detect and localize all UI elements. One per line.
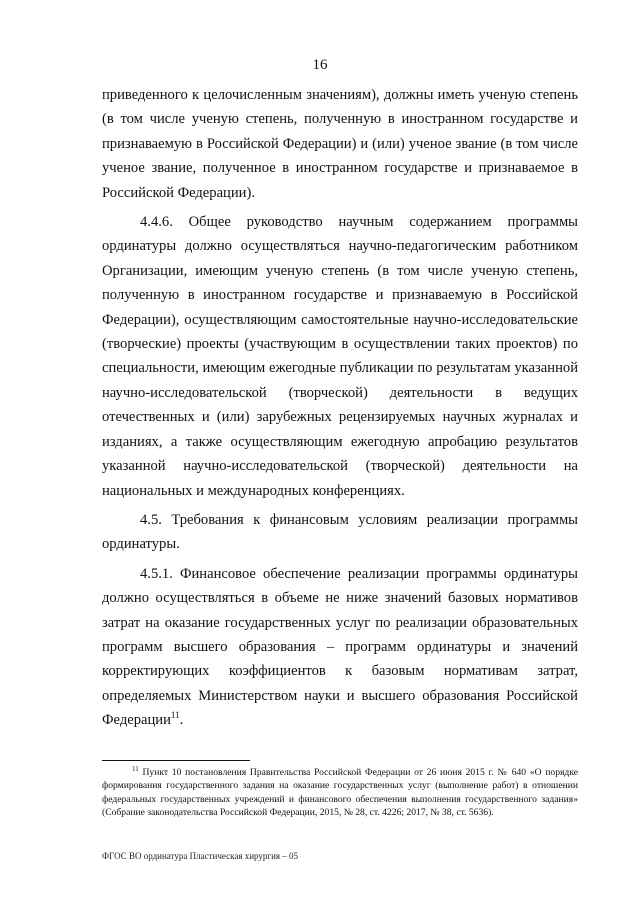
- footnote-separator: [102, 760, 250, 761]
- paragraph-end-punctuation: .: [179, 712, 184, 729]
- footnote-reference[interactable]: 11: [170, 710, 180, 721]
- paragraph-4-5: 4.5. Требования к финансовым условиям реализации программы ординатуры.: [102, 511, 578, 553]
- paragraph-4-5-1-text: 4.5.1. Финансовое обеспечение реализации программы ординатуры должно осуществляться в объеме не ниже значений базовых нормативов затрат на оказание государственных услуг по реализации образовательных программ высшего образования – программ ординатуры и значений корректирующих коэффициентов к базовым нормативам затрат, определяемых Министерством науки и высшего образования Российской Федерации: [102, 565, 578, 729]
- page-number: 16: [312, 57, 328, 73]
- paragraph-continuation: приведенного к целочисленным значениям), должны иметь ученую степень (в том числе ученую степень, полученную в иностранном государстве и признаваемую в Российской Федерации) и (или) ученое звание (в том числе ученое звание, полученное в иностранном государстве и признаваемое в Российской Федерации).: [102, 87, 578, 201]
- footnote-text: Пункт 10 постановления Правительства Российской Федерации от 26 июня 2015 г. № 640 «О порядке формирования государственного задания на оказание государственных услуг (выполнение работ) в отношении федеральных государственных учреждений и финансового обеспечения выполнения государственного задания» (Собрание законодательства Российской Федерации, 2015, № 28, ст. 4226; 2017, № 38, ст. 5636).: [102, 767, 578, 819]
- footnote: [102, 766, 578, 820]
- body-text: [102, 83, 578, 733]
- page-footer: ФГОС ВО ординатура Пластическая хирургия – 05: [102, 851, 299, 861]
- footnote-marker: 11: [132, 764, 139, 773]
- paragraph-4-4-6: 4.4.6. Общее руководство научным содержанием программы ординатуры должно осуществляться научно-педагогическим работником Организации, имеющим ученую степень (в том числе ученую степень, полученную в иностранном государстве и признаваемую в Российской Федерации), осуществляющим самостоятельные научно-исследовательские (творческие) проекты (участвующим в осуществлении таких проектов) по специальности, имеющим ежегодные публикации по результатам указанной научно-исследовательской (творческой) деятельности в ведущих отечественных и (или) зарубежных рецензируемых научных журналах и изданиях, а также осуществляющим ежегодную апробацию результатов указанной научно-исследовательской (творческой) деятельности на национальных и международных конференциях.: [102, 214, 578, 499]
- paragraph-4-5-1: [102, 562, 578, 733]
